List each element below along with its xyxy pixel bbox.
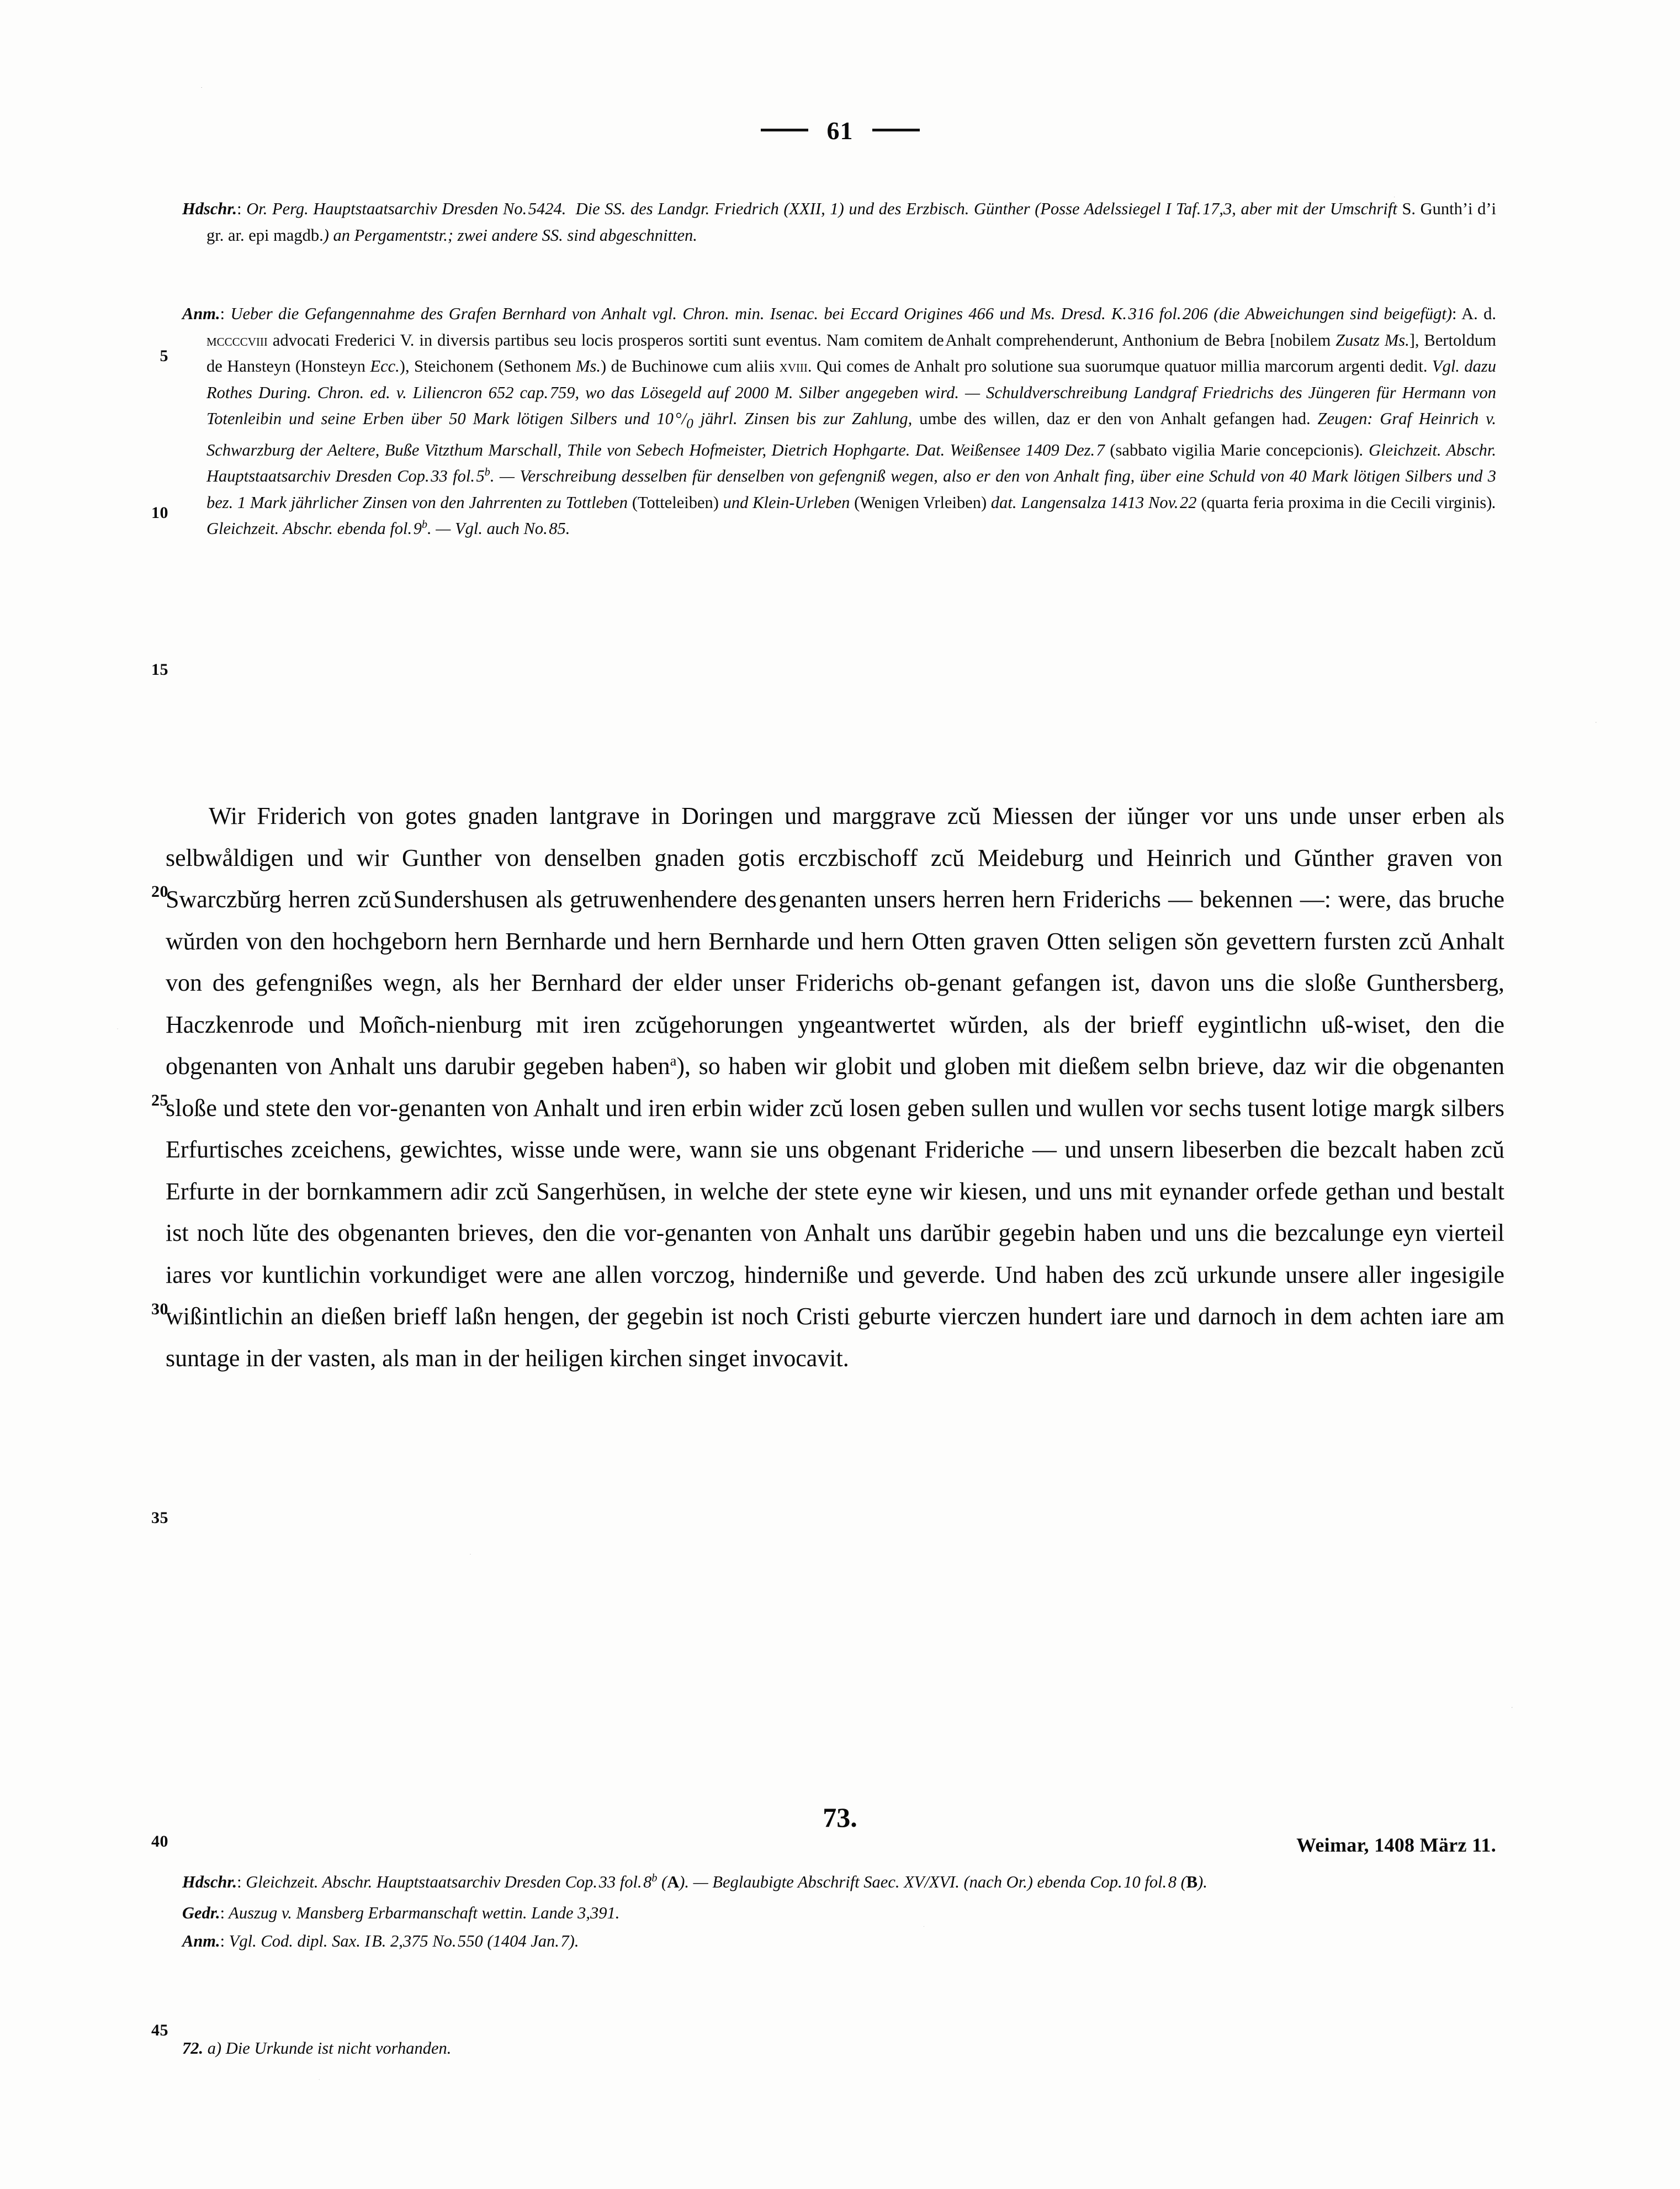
line-number-40: 40 <box>151 1832 168 1850</box>
line-number-25: 25 <box>151 1091 168 1109</box>
charter-body <box>166 795 1504 1379</box>
footnote-marker-a: a <box>670 1052 677 1069</box>
page-footnote <box>182 2018 1496 2078</box>
page-number: 61 <box>826 117 854 145</box>
charter-paragraph: Wir Friderich von gotes gnaden lantgrave in Doringen und marggrave zcŭ Miessen der iŭnger vor uns unde unser erben als selbwåldigen und wir Gunther von denselben gnaden gotis erczbischoff zcŭ Meideburg und Heinrich und Gŭnther graven von Swarczbŭrg herren zcŭ Sundershusen als getruwenhendere des genanten unsers herren hern Friderichs — bekennen —: were, das bruche wŭrden von den hochgeborn hern Bernharde und hern Bernharde und hern Otten graven Otten seligen sŏn gevettern fursten zcŭ Anhalt von des gefengnißes wegn, als her Bernhard der elder unser Friderichs ob‑genant gefangen ist, davon uns die sloße Gunthersberg, Haczkenrode und Moñch‑nienburg mit iren zcŭgehorungen yngeantwertet wŭrden, als der brieff eygintlichn uß‑wiset, den die obgenanten von Anhalt uns darubir gegeben haben$^a$), so haben wir globit und globen mit dießem selbn brieve, daz wir die obgenanten sloße und stete den vor‑genanten von Anhalt und iren erbin wider zcŭ losen geben sullen und wullen vor sechs tusent lotige margk silbers Erfurtisches zceichens, gewichtes, wisse unde were, wann sie uns obgenant Frideriche — und unsern libeserben die bezcalt haben zcŭ Erfurte in der bornkammern adir zcŭ Sangerhŭsen, in welche der stete eyne wir kiesen, und uns mit eynander orfede gethan und bestalt ist noch lŭte des obgenanten brieves, den die vor‑genanten von Anhalt uns darŭbir gegebin haben und uns die bezcalunge eyn vierteil iares vor kuntlichin vorkundiget were ane allen vorczog, hinderniße und geverde. Und haben des zcŭ urkunde unsere aller ingesigile wißintlichin an dießen brieff laßn hengen, der gegebin ist noch Cristi geburte vierczen hundert iare und darnoch in dem achten iare am suntage in der vasten, als man in der heiligen kirchen singet invocavit. <box>166 802 1505 1372</box>
footnote-line: 72. a) Die Urkunde ist nicht vorhanden. <box>182 2038 452 2058</box>
line-number-5: 5 <box>160 347 168 365</box>
folio-rule-right <box>872 129 920 131</box>
apparatus-line: Hdschr.: Or. Perg. Hauptstaatsarchiv Dresden No. 5424. Die SS. des Landgr. Friedrich (XXII, 1) und des Erzbisch. Günther (Posse Adelssiegel I Taf. 17,3, aber mit der Umschrift S. Gunth’i d’i gr. ar. epi magdb.) an Pergamentstr.; zwei andere SS. sind abgeschnitten. <box>182 199 1496 245</box>
footer-apparatus <box>182 1869 1496 1955</box>
apparatus-line: Hdschr.: Gleichzeit. Abschr. Hauptstaatsarchiv Dresden Cop. 33 fol. 8$^b$ (A). — Beglaubigte Abschrift Saec. XV/XVI. (nach Or.) ebenda Cop. 10 fol. 8 (B). <box>182 1871 1207 1891</box>
apparatus-line: Anm.: Ueber die Gefangennahme des Grafen Bernhard von Anhalt vgl. Chron. min. Isenac. bei Eccard Origines 466 und Ms. Dresd. K. 316 fol. 206 (die Abweichungen sind beigefügt): A. d. mccccviii advocati Frederici V. in diversis partibus seu locis prosperos sortiti sunt eventus. Nam comitem de Anhalt comprehenderunt, Anthonium de Bebra [nobilem Zusatz Ms.], Bertoldum de Hansteyn (Honsteyn Ecc.), Steichonem (Sethonem Ms.) de Buchinowe cum aliis xviii. Qui comes de Anhalt pro solutione sua suorumque quatuor millia marcorum argenti dedit. Vgl. dazu Rothes During. Chron. ed. v. Liliencron 652 cap. 759, wo das Lösegeld auf 2000 M. Silber angegeben wird. — Schuldverschreibung Landgraf Friedrichs des Jüngeren für Hermann von Totenleibin und seine Erben über 50 Mark lötigen Silbers und 10 $^\circ/_0$ jährl. Zinsen bis zur Zahlung, umbe des willen, daz er den von Anhalt gefangen had. Zeugen: Graf Heinrich v. Schwarzburg der Aeltere, Buße Vitzthum Marschall, Thile von Sebech Hofmeister, Dietrich Hophgarte. Dat. Weißensee 1409 Dez. 7 (sabbato vigilia Marie concepcionis). Gleichzeit. Abschr. Hauptstaatsarchiv Dresden Cop. 33 fol. 5$^b$. — Verschreibung desselben für denselben von gefengniß wegen, also er den von Anhalt fing, über eine Schuld von 40 Mark lötigen Silbers und 3 bez. 1 Mark jährlicher Zinsen von den Jahrrenten zu Tottleben (Totteleiben) und Klein-Urleben (Wenigen Vrleiben) dat. Langensalza 1413 Nov. 22 (quarta feria proxima in die Cecili virginis). Gleichzeit. Abschr. ebenda fol. 9$^b$. — Vgl. auch No. 85. <box>182 304 1497 538</box>
line-number-15: 15 <box>151 660 168 679</box>
annotation-apparatus <box>182 301 1496 542</box>
section-dateline: Weimar, 1408 März 11. <box>1296 1834 1496 1856</box>
folio-rule-left <box>761 129 808 131</box>
header-apparatus <box>182 196 1496 248</box>
page-header-folio <box>0 116 1680 145</box>
line-number-45: 45 <box>151 2021 168 2039</box>
section-number: 73. <box>823 1802 857 1833</box>
apparatus-line: Anm.: Vgl. Cod. dipl. Sax. I B. 2,375 No. 550 (1404 Jan. 7). <box>182 1932 579 1950</box>
line-number-20: 20 <box>151 882 168 901</box>
line-number-30: 30 <box>151 1300 168 1318</box>
line-number-10: 10 <box>151 504 168 522</box>
line-number-35: 35 <box>151 1509 168 1527</box>
apparatus-line: Gedr.: Auszug v. Mansberg Erbarmanschaft wettin. Lande 3,391. <box>182 1903 620 1922</box>
